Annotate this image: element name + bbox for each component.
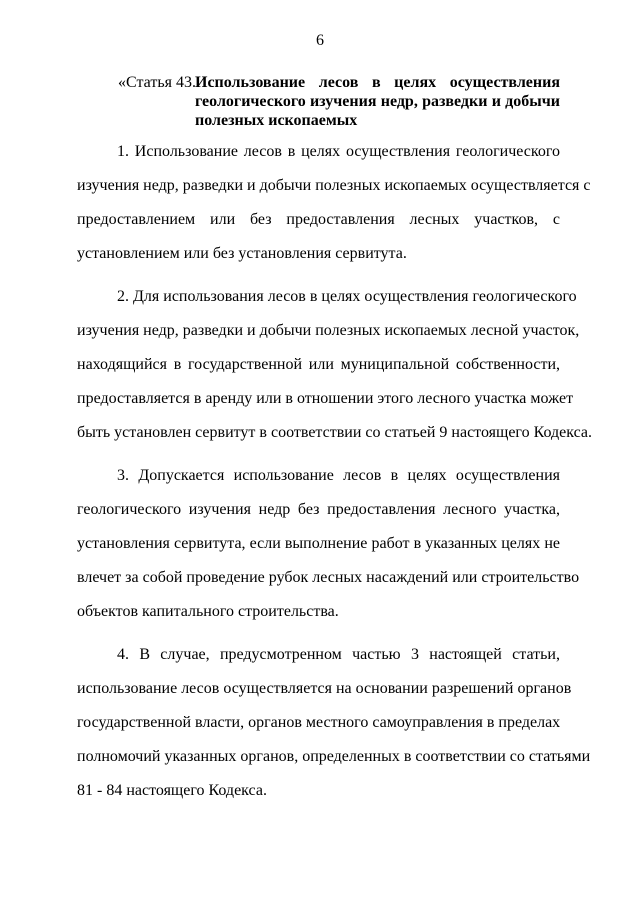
text-line: объектов капитального строительства. bbox=[77, 603, 339, 620]
article-heading bbox=[118, 73, 560, 130]
text-line: полномочий указанных органов, определенных в соответствии со статьями bbox=[77, 748, 591, 765]
paragraph-2 bbox=[77, 286, 593, 444]
text-line: предоставляется в аренду или в отношении этого лесного участка может bbox=[77, 390, 574, 407]
text-line: 1. Использование лесов в целях осуществления геологического bbox=[117, 143, 560, 160]
page-number: 6 bbox=[316, 32, 324, 49]
paragraph-4 bbox=[77, 644, 591, 802]
text-line: 81 - 84 настоящего Кодекса. bbox=[77, 782, 267, 799]
text-line: геологического изучения недр без предоставления лесного участка, bbox=[77, 501, 560, 518]
text-line: 4. В случае, предусмотренном частью 3 настоящей статьи, bbox=[117, 646, 560, 663]
text-line: государственной власти, органов местного самоуправления в пределах bbox=[77, 714, 561, 731]
text-line: установлением или без установления сервитута. bbox=[77, 245, 407, 262]
text-line: изучения недр, разведки и добычи полезных ископаемых осуществляется с bbox=[77, 177, 591, 194]
text-line: установления сервитута, если выполнение работ в указанных целях не bbox=[77, 535, 560, 552]
text-line: изучения недр, разведки и добычи полезных ископаемых лесной участок, bbox=[77, 322, 580, 339]
paragraph-3 bbox=[77, 465, 580, 623]
text-line: использование лесов осуществляется на основании разрешений органов bbox=[77, 680, 572, 697]
article-body bbox=[77, 141, 593, 823]
text-line: 2. Для использования лесов в целях осуществления геологического bbox=[117, 288, 577, 305]
text-line: влечет за собой проведение рубок лесных насаждений или строительство bbox=[77, 569, 580, 586]
article-label: «Статья 43. bbox=[118, 74, 196, 91]
article-title-line: Использование лесов в целях осуществления bbox=[195, 74, 560, 91]
text-line: находящийся в государственной или муниципальной собственности, bbox=[77, 356, 560, 373]
text-line: предоставлением или без предоставления лесных участков, с bbox=[77, 211, 560, 228]
article-title-line: полезных ископаемых bbox=[195, 112, 358, 129]
article-title bbox=[195, 73, 560, 130]
article-title-line: геологического изучения недр, разведки и добычи bbox=[195, 93, 560, 110]
text-line: быть установлен сервитут в соответствии со статьей 9 настоящего Кодекса. bbox=[77, 424, 593, 441]
paragraph-1 bbox=[77, 141, 591, 265]
text-line: 3. Допускается использование лесов в целях осуществления bbox=[117, 467, 560, 484]
